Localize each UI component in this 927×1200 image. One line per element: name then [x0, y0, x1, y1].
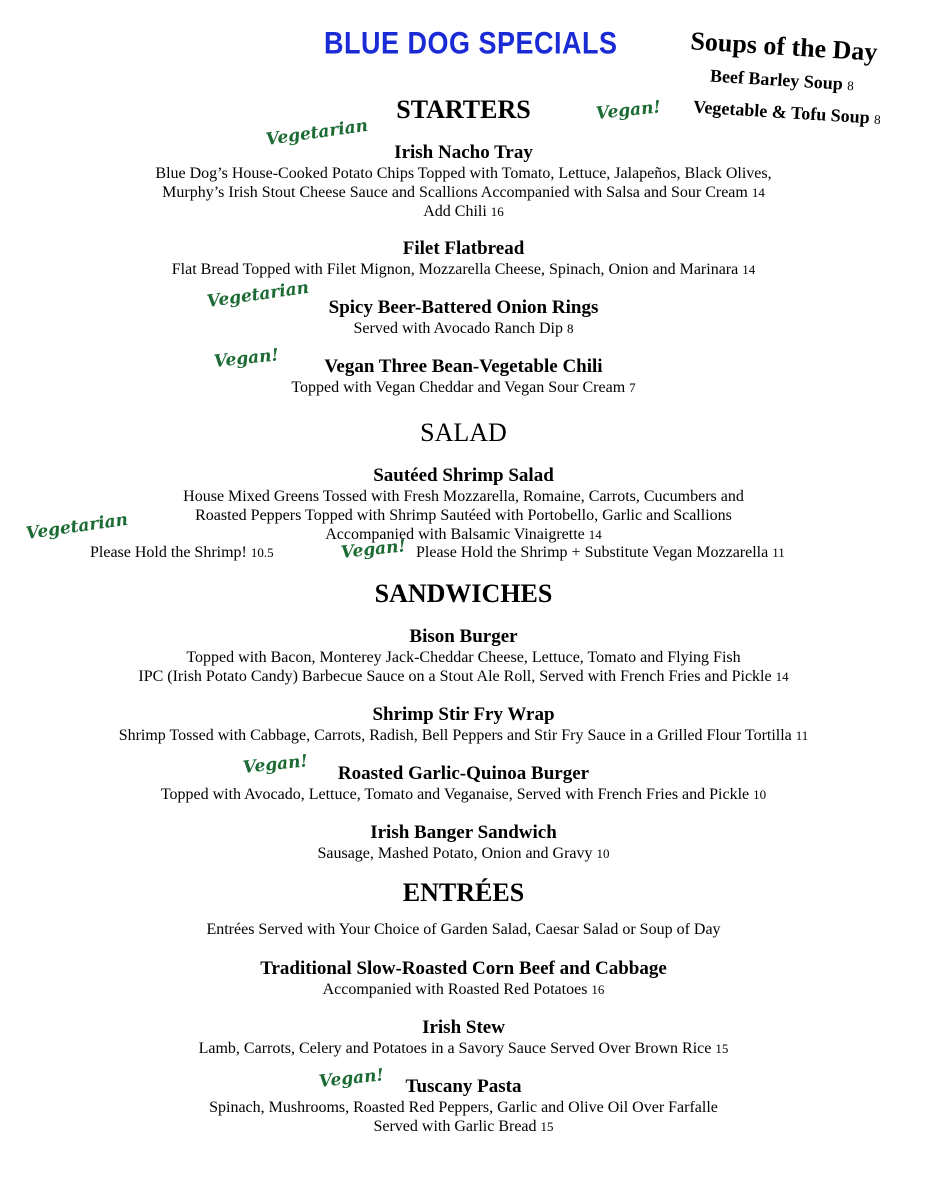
- item-name: Vegan Three Bean-Vegetable Chili: [324, 356, 603, 377]
- item-price: 14: [751, 185, 765, 200]
- section-heading-entrees: ENTRÉES: [402, 878, 525, 907]
- item-name: Filet Flatbread: [402, 238, 525, 259]
- section-heading-salad: SALAD: [420, 418, 507, 447]
- item-desc: Accompanied with Balsamic Vinaigrette 14: [325, 526, 602, 543]
- vegetarian-tag: Vegetarian: [205, 277, 311, 312]
- menu-item: [0, 958, 927, 999]
- entrees-intro: Entrées Served with Your Choice of Garden Salad, Caesar Salad or Soup of Day: [206, 921, 721, 938]
- item-name: Irish Banger Sandwich: [370, 822, 557, 843]
- vegan-tag: Vegan!: [317, 1065, 385, 1092]
- item-price: 10: [596, 846, 610, 861]
- soup-item: Beef Barley Soup 8: [709, 65, 855, 94]
- item-name: Sautéed Shrimp Salad: [373, 465, 554, 486]
- item-desc: Accompanied with Roasted Red Potatoes 16: [322, 981, 605, 998]
- menu-item: [0, 142, 927, 221]
- item-name: Shrimp Stir Fry Wrap: [372, 704, 555, 725]
- item-price: 8: [566, 321, 574, 336]
- item-desc: Shrimp Tossed with Cabbage, Carrots, Radish, Bell Peppers and Stir Fry Sauce in a Grilled Flour Tortilla 11: [118, 727, 809, 744]
- menu-item: [0, 822, 927, 863]
- section-heading-sandwiches: SANDWICHES: [374, 579, 553, 608]
- section-heading-starters: STARTERS: [396, 95, 531, 124]
- item-price: 11: [795, 728, 809, 743]
- item-name: Irish Nacho Tray: [394, 142, 533, 163]
- item-price: 16: [591, 982, 605, 997]
- brand-title: BLUE DOG SPECIALS: [324, 26, 618, 61]
- item-desc: Blue Dog’s House-Cooked Potato Chips Topped with Tomato, Lettuce, Jalapeños, Black Olives,: [155, 165, 772, 182]
- item-price: 10: [753, 787, 767, 802]
- soup-item: Vegetable & Tofu Soup 8: [692, 96, 882, 128]
- menu-item: [0, 356, 927, 397]
- item-name: Irish Stew: [422, 1017, 505, 1038]
- item-price: 16: [490, 204, 504, 219]
- menu-item: [0, 626, 927, 686]
- item-price: 15: [540, 1119, 554, 1134]
- item-price: 14: [742, 262, 756, 277]
- menu-item: [0, 297, 927, 338]
- item-desc: Served with Avocado Ranch Dip 8: [353, 320, 574, 337]
- soup-price: 8: [846, 77, 855, 94]
- item-desc: Lamb, Carrots, Celery and Potatoes in a Savory Sauce Served Over Brown Rice 15: [198, 1040, 729, 1057]
- item-price: 7: [629, 380, 636, 395]
- item-price: 14: [775, 669, 789, 684]
- item-addon: Add Chili 16: [423, 203, 504, 220]
- vegetarian-option: Please Hold the Shrimp! 10.5: [90, 544, 274, 561]
- vegetarian-tag: Vegetarian: [24, 509, 130, 544]
- item-desc: IPC (Irish Potato Candy) Barbecue Sauce on a Stout Ale Roll, Served with French Fries and Pickle 14: [138, 668, 789, 685]
- item-desc: Served with Garlic Bread 15: [373, 1118, 554, 1135]
- item-desc: Murphy’s Irish Stout Cheese Sauce and Scallions Accompanied with Salsa and Sour Cream 14: [162, 184, 765, 201]
- menu-item: [0, 763, 927, 804]
- vegan-tag: Vegan!: [594, 97, 662, 124]
- item-desc: House Mixed Greens Tossed with Fresh Mozzarella, Romaine, Carrots, Cucumbers and: [183, 488, 744, 505]
- item-desc: Flat Bread Topped with Filet Mignon, Mozzarella Cheese, Spinach, Onion and Marinara 14: [171, 261, 756, 278]
- item-price: 15: [715, 1041, 729, 1056]
- menu-item: [0, 465, 927, 544]
- vegan-tag: Vegan!: [212, 345, 280, 372]
- soup-price: 8: [873, 111, 882, 127]
- item-name: Bison Burger: [409, 626, 518, 647]
- menu-item: [0, 238, 927, 279]
- item-desc: Spinach, Mushrooms, Roasted Red Peppers, Garlic and Olive Oil Over Farfalle: [209, 1099, 718, 1116]
- item-name: Spicy Beer-Battered Onion Rings: [328, 297, 599, 318]
- item-name: Tuscany Pasta: [405, 1076, 522, 1097]
- vegan-tag: Vegan!: [339, 536, 407, 563]
- item-price: 10.5: [250, 545, 274, 560]
- vegan-tag: Vegan!: [241, 751, 309, 778]
- item-desc: Topped with Bacon, Monterey Jack-Cheddar Cheese, Lettuce, Tomato and Flying Fish: [186, 649, 741, 666]
- item-name: Traditional Slow-Roasted Corn Beef and Cabbage: [260, 958, 667, 979]
- item-desc: Sausage, Mashed Potato, Onion and Gravy 10: [317, 845, 610, 862]
- item-price: 14: [588, 527, 602, 542]
- item-price: 11: [772, 545, 785, 560]
- menu-item: [0, 1017, 927, 1058]
- item-desc: Roasted Peppers Topped with Shrimp Sautéed with Portobello, Garlic and Scallions: [195, 507, 732, 524]
- soups-title: Soups of the Day: [689, 26, 879, 67]
- menu-item: [0, 704, 927, 745]
- item-desc: Topped with Avocado, Lettuce, Tomato and Veganaise, Served with French Fries and Pickle 10: [160, 786, 767, 803]
- menu-item: [0, 1076, 927, 1136]
- item-desc: Topped with Vegan Cheddar and Vegan Sour Cream 7: [291, 379, 636, 396]
- vegetarian-tag: Vegetarian: [264, 115, 370, 150]
- vegan-option: Please Hold the Shrimp + Substitute Vegan Mozzarella 11: [416, 544, 785, 561]
- item-name: Roasted Garlic-Quinoa Burger: [337, 763, 590, 784]
